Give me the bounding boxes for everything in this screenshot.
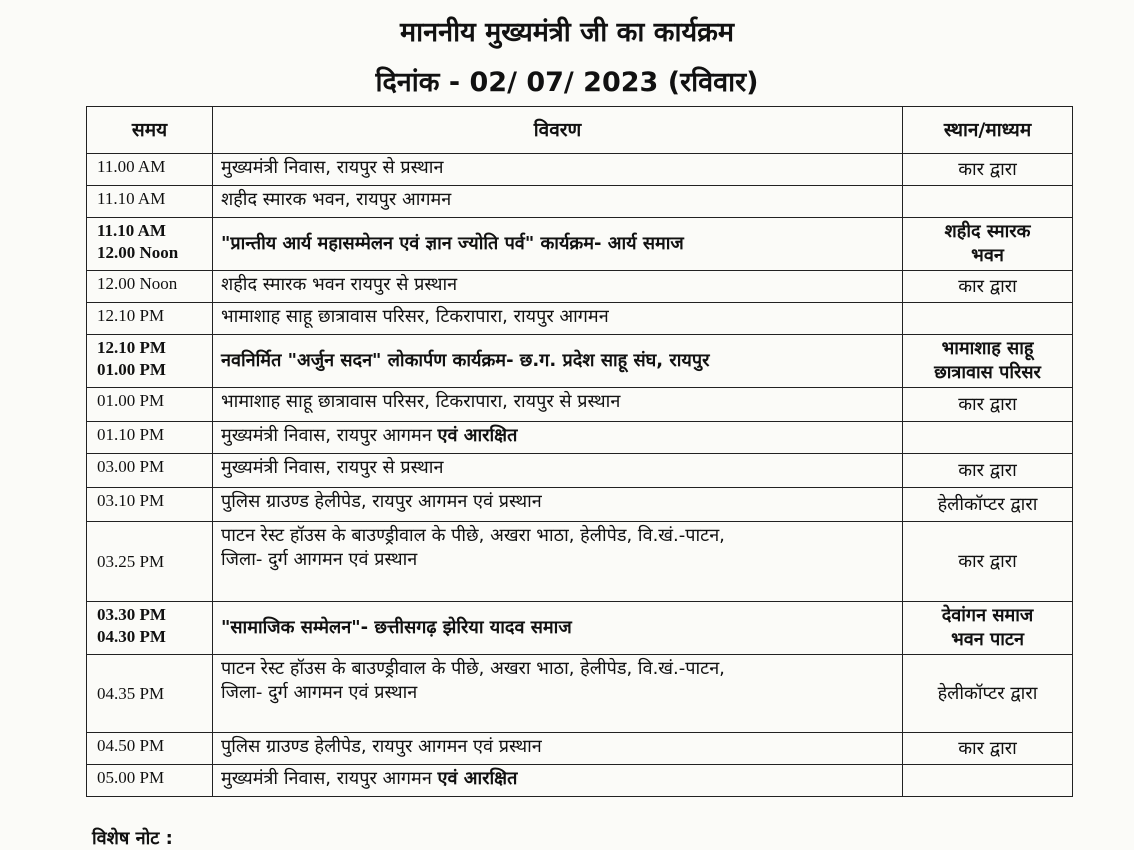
place-cell xyxy=(903,765,1073,797)
time-text: 03.00 PM xyxy=(97,457,165,476)
place-cell xyxy=(903,388,1073,422)
description-emphasis: एवं आरक्षित xyxy=(437,768,518,789)
time-cell xyxy=(87,335,213,388)
table-row xyxy=(87,271,1073,303)
table-row xyxy=(87,655,1073,733)
time-cell xyxy=(87,186,213,218)
place-cell xyxy=(903,422,1073,454)
description-text xyxy=(221,735,894,759)
description-cell xyxy=(213,602,903,655)
place-cell xyxy=(903,733,1073,765)
time-text: 11.10 AM xyxy=(97,189,166,208)
time-cell xyxy=(87,422,213,454)
description-line: "सामाजिक सम्मेलन"- छत्तीसगढ़ झेरिया यादव समाज xyxy=(221,617,572,638)
description-line: पाटन रेस्ट हॉउस के बाउण्ड्रीवाल के पीछे, अखरा भाठा, हेलीपेड, वि.खं.-पाटन, xyxy=(221,658,725,679)
time-cell xyxy=(87,154,213,186)
place-text: कार द्वारा xyxy=(958,550,1017,572)
place-text: कार द्वारा xyxy=(958,459,1017,481)
table-row xyxy=(87,765,1073,797)
description-cell xyxy=(213,154,903,186)
time-cell xyxy=(87,271,213,303)
description-text xyxy=(221,657,894,681)
page-title: माननीय मुख्यमंत्री जी का कार्यक्रम xyxy=(399,17,735,48)
time-text: 12.00 Noon xyxy=(97,274,178,293)
description-cell xyxy=(213,488,903,522)
footnote: विशेष नोट : xyxy=(92,828,173,849)
place-text: कार द्वारा xyxy=(958,393,1017,415)
time-text: 03.25 PM xyxy=(97,551,165,571)
place-cell xyxy=(903,186,1073,218)
description-cell xyxy=(213,765,903,797)
description-text xyxy=(221,767,894,791)
description-cell xyxy=(213,522,903,602)
place-cell xyxy=(903,488,1073,522)
time-text: 03.10 PM xyxy=(97,491,165,510)
time-cell xyxy=(87,733,213,765)
time-cell xyxy=(87,602,213,655)
description-line: जिला- दुर्ग आगमन एवं प्रस्थान xyxy=(221,682,418,703)
place-text: छात्रावास परिसर xyxy=(934,362,1041,383)
description-cell xyxy=(213,271,903,303)
table-row xyxy=(87,186,1073,218)
time-text: 12.00 Noon xyxy=(97,243,179,262)
schedule-body xyxy=(87,154,1073,797)
description-line: "प्रान्तीय आर्य महासम्मेलन एवं ज्ञान ज्योति पर्व" कार्यक्रम- आर्य समाज xyxy=(221,233,684,254)
time-text: 11.00 AM xyxy=(97,157,166,176)
time-text: 05.00 PM xyxy=(97,768,165,787)
place-text: भामाशाह साहू xyxy=(941,338,1034,359)
description-line: नवनिर्मित "अर्जुन सदन" लोकार्पण कार्यक्रम- छ.ग. प्रदेश साहू संघ, रायपुर xyxy=(221,350,710,371)
description-cell xyxy=(213,655,903,733)
description-text xyxy=(221,232,894,256)
description-line: भामाशाह साहू छात्रावास परिसर, टिकरापारा, रायपुर आगमन xyxy=(221,306,609,327)
place-text: कार द्वारा xyxy=(958,275,1017,297)
description-cell xyxy=(213,218,903,271)
description-line: मुख्यमंत्री निवास, रायपुर आगमन xyxy=(221,425,438,446)
table-row xyxy=(87,335,1073,388)
description-cell xyxy=(213,303,903,335)
description-text xyxy=(221,305,894,329)
table-row xyxy=(87,733,1073,765)
description-cell xyxy=(213,454,903,488)
time-cell xyxy=(87,488,213,522)
description-cell xyxy=(213,388,903,422)
description-text xyxy=(221,273,894,297)
place-text: हेलीकॉप्टर द्वारा xyxy=(937,682,1038,704)
description-text xyxy=(221,390,894,414)
table-row xyxy=(87,303,1073,335)
time-cell xyxy=(87,303,213,335)
place-cell xyxy=(903,522,1073,602)
time-text: 04.35 PM xyxy=(97,683,165,703)
place-text: भवन xyxy=(971,245,1004,266)
schedule-table xyxy=(86,106,1073,797)
time-text: 03.30 PM xyxy=(97,605,166,624)
time-cell xyxy=(87,388,213,422)
time-cell xyxy=(87,655,213,733)
time-cell xyxy=(87,522,213,602)
table-row xyxy=(87,488,1073,522)
place-cell xyxy=(903,303,1073,335)
place-cell xyxy=(903,602,1073,655)
table-header-row xyxy=(87,107,1073,154)
column-header-description: विवरण xyxy=(213,107,903,154)
time-cell xyxy=(87,218,213,271)
description-line: पुलिस ग्राउण्ड हेलीपेड, रायपुर आगमन एवं प्रस्थान xyxy=(221,736,542,757)
description-line: जिला- दुर्ग आगमन एवं प्रस्थान xyxy=(221,549,418,570)
description-cell xyxy=(213,335,903,388)
description-cell xyxy=(213,186,903,218)
description-text xyxy=(221,349,894,373)
time-text: 04.50 PM xyxy=(97,736,165,755)
place-cell xyxy=(903,335,1073,388)
place-text: कार द्वारा xyxy=(958,737,1017,759)
description-cell xyxy=(213,733,903,765)
time-text: 12.10 PM xyxy=(97,338,166,357)
description-text xyxy=(221,424,894,448)
time-cell xyxy=(87,765,213,797)
place-cell xyxy=(903,655,1073,733)
description-text xyxy=(221,490,894,514)
place-text: शहीद स्मारक xyxy=(944,221,1031,242)
description-text xyxy=(221,456,894,480)
time-text: 12.10 PM xyxy=(97,306,165,325)
place-text: भवन पाटन xyxy=(951,629,1024,650)
description-line: पाटन रेस्ट हॉउस के बाउण्ड्रीवाल के पीछे, अखरा भाठा, हेलीपेड, वि.खं.-पाटन, xyxy=(221,525,725,546)
description-text xyxy=(221,188,894,212)
description-line: शहीद स्मारक भवन रायपुर से प्रस्थान xyxy=(221,274,458,295)
description-line: मुख्यमंत्री निवास, रायपुर से प्रस्थान xyxy=(221,157,444,178)
description-text xyxy=(221,548,894,572)
table-row xyxy=(87,154,1073,186)
description-text xyxy=(221,616,894,640)
table-row xyxy=(87,422,1073,454)
place-text: कार द्वारा xyxy=(958,158,1017,180)
description-text xyxy=(221,156,894,180)
date-line: दिनांक - 02/ 07/ 2023 (रविवार) xyxy=(375,67,759,98)
time-text: 01.00 PM xyxy=(97,360,166,379)
description-line: पुलिस ग्राउण्ड हेलीपेड, रायपुर आगमन एवं प्रस्थान xyxy=(221,491,542,512)
column-header-place: स्थान/माध्यम xyxy=(903,107,1073,154)
table-row xyxy=(87,454,1073,488)
time-text: 04.30 PM xyxy=(97,627,166,646)
description-text xyxy=(221,524,894,548)
place-text: देवांगन समाज xyxy=(941,605,1034,626)
time-text: 01.10 PM xyxy=(97,425,165,444)
description-text xyxy=(221,681,894,705)
place-text: हेलीकॉप्टर द्वारा xyxy=(937,493,1038,515)
place-cell xyxy=(903,154,1073,186)
description-line: शहीद स्मारक भवन, रायपुर आगमन xyxy=(221,189,452,210)
table-row xyxy=(87,388,1073,422)
place-cell xyxy=(903,271,1073,303)
table-row xyxy=(87,522,1073,602)
table-row xyxy=(87,218,1073,271)
description-cell xyxy=(213,422,903,454)
time-cell xyxy=(87,454,213,488)
description-line: भामाशाह साहू छात्रावास परिसर, टिकरापारा, रायपुर से प्रस्थान xyxy=(221,391,621,412)
column-header-time: समय xyxy=(87,107,213,154)
place-cell xyxy=(903,454,1073,488)
table-row xyxy=(87,602,1073,655)
description-emphasis: एवं आरक्षित xyxy=(437,425,518,446)
description-line: मुख्यमंत्री निवास, रायपुर आगमन xyxy=(221,768,438,789)
time-text: 01.00 PM xyxy=(97,391,165,410)
description-line: मुख्यमंत्री निवास, रायपुर से प्रस्थान xyxy=(221,457,444,478)
place-cell xyxy=(903,218,1073,271)
time-text: 11.10 AM xyxy=(97,221,166,240)
